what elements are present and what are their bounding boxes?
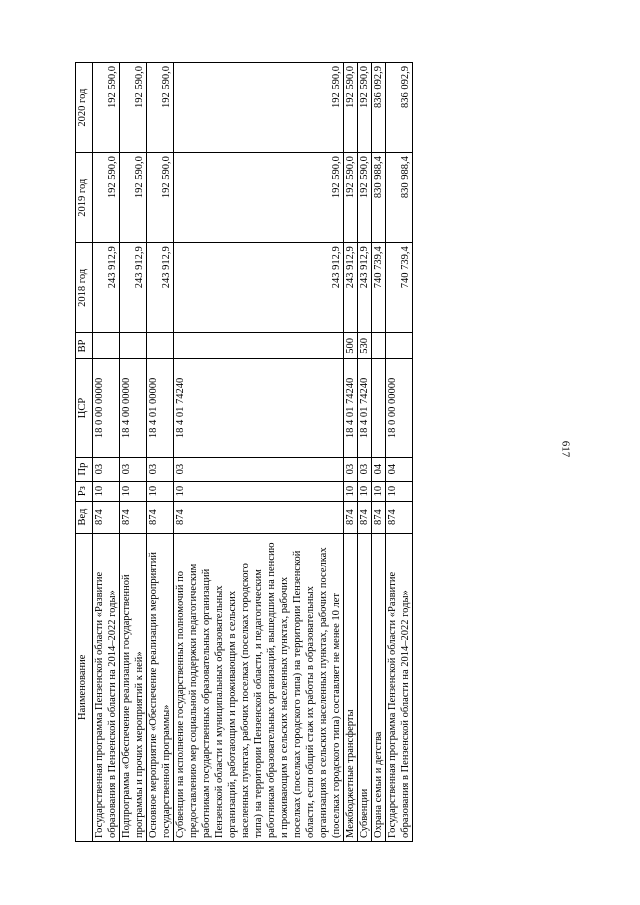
cell-csr: 18 4 01 74240 <box>358 359 372 457</box>
cell-2020: 192 590,0 <box>344 63 358 153</box>
table-row <box>174 63 344 842</box>
cell-vr <box>372 333 386 359</box>
table-row <box>344 63 358 842</box>
cell-2018: 243 912,9 <box>147 243 174 333</box>
cell-ved: 874 <box>93 501 120 533</box>
cell-2019: 830 988,4 <box>372 153 386 243</box>
cell-csr: 18 4 00 00000 <box>120 359 147 457</box>
cell-2018: 740 739,4 <box>372 243 386 333</box>
header-2020: 2020 год <box>76 63 93 153</box>
cell-vr: 530 <box>358 333 372 359</box>
header-csr: ЦСР <box>76 359 93 457</box>
cell-vr <box>147 333 174 359</box>
cell-2018: 243 912,9 <box>93 243 120 333</box>
cell-2018: 740 739,4 <box>386 243 413 333</box>
cell-2019: 192 590,0 <box>93 153 120 243</box>
cell-name: Охрана семьи и детства <box>372 533 386 841</box>
table-row <box>147 63 174 842</box>
cell-2020: 192 590,0 <box>174 63 344 153</box>
cell-2020: 836 092,9 <box>372 63 386 153</box>
cell-pr: 03 <box>147 457 174 481</box>
cell-name: Межбюджетные трансферты <box>344 533 358 841</box>
cell-pr: 03 <box>174 457 344 481</box>
table-row <box>386 63 413 842</box>
cell-2020: 192 590,0 <box>358 63 372 153</box>
table-row <box>372 63 386 842</box>
header-vr: ВР <box>76 333 93 359</box>
cell-ved: 874 <box>372 501 386 533</box>
budget-table <box>75 62 413 842</box>
table-header-row <box>76 63 93 842</box>
cell-pr: 03 <box>344 457 358 481</box>
cell-2020: 836 092,9 <box>386 63 413 153</box>
cell-2018: 243 912,9 <box>174 243 344 333</box>
header-pr: Пр <box>76 457 93 481</box>
cell-2019: 192 590,0 <box>147 153 174 243</box>
cell-2019: 192 590,0 <box>358 153 372 243</box>
cell-2019: 192 590,0 <box>120 153 147 243</box>
table-row <box>358 63 372 842</box>
cell-vr <box>120 333 147 359</box>
cell-pr: 03 <box>93 457 120 481</box>
cell-rz: 10 <box>358 481 372 501</box>
header-rz: Рз <box>76 481 93 501</box>
cell-name: Основное мероприятие «Обеспечение реализации мероприятий государственной программы» <box>147 533 174 841</box>
cell-name: Субвенции <box>358 533 372 841</box>
cell-vr <box>174 333 344 359</box>
cell-rz: 10 <box>344 481 358 501</box>
cell-ved: 874 <box>120 501 147 533</box>
cell-2019: 830 988,4 <box>386 153 413 243</box>
rotated-table-wrapper <box>75 62 525 842</box>
cell-csr: 18 4 01 74240 <box>344 359 358 457</box>
cell-2020: 192 590,0 <box>93 63 120 153</box>
cell-pr: 03 <box>120 457 147 481</box>
cell-2018: 243 912,9 <box>344 243 358 333</box>
cell-rz: 10 <box>372 481 386 501</box>
cell-csr <box>372 359 386 457</box>
cell-pr: 03 <box>358 457 372 481</box>
cell-2019: 192 590,0 <box>174 153 344 243</box>
header-2019: 2019 год <box>76 153 93 243</box>
cell-name: Государственная программа Пензенской области «Развитие образования в Пензенской области на 2014–2022 годы» <box>93 533 120 841</box>
cell-rz: 10 <box>147 481 174 501</box>
table-row <box>120 63 147 842</box>
cell-pr: 04 <box>386 457 413 481</box>
cell-2020: 192 590,0 <box>120 63 147 153</box>
cell-rz: 10 <box>174 481 344 501</box>
cell-rz: 10 <box>386 481 413 501</box>
header-ved: Вед <box>76 501 93 533</box>
header-2018: 2018 год <box>76 243 93 333</box>
cell-csr: 18 0 00 00000 <box>93 359 120 457</box>
cell-ved: 874 <box>344 501 358 533</box>
cell-2018: 243 912,9 <box>358 243 372 333</box>
cell-ved: 874 <box>174 501 344 533</box>
header-name: Наименование <box>76 533 93 841</box>
cell-name: Государственная программа Пензенской области «Развитие образования в Пензенской области на 2014–2022 годы» <box>386 533 413 841</box>
cell-rz: 10 <box>120 481 147 501</box>
page-number: 617 <box>559 440 572 458</box>
cell-csr: 18 4 01 74240 <box>174 359 344 457</box>
cell-2019: 192 590,0 <box>344 153 358 243</box>
cell-vr <box>93 333 120 359</box>
table-frame <box>75 62 525 842</box>
cell-rz: 10 <box>93 481 120 501</box>
cell-pr: 04 <box>372 457 386 481</box>
cell-vr <box>386 333 413 359</box>
cell-ved: 874 <box>386 501 413 533</box>
cell-name: Субвенции на исполнение государственных полномочий по предоставлению мер социальной поддержки педагогическим работникам государственных образовательных организаций Пензенской области и муниципальных образовательных организаций, работающим и проживающим в сельских населенных пунктах, рабочих поселках (поселках городского типа) на территории Пензенской области, и педагогическим работникам образовательных организаций, вышедшим на пенсию и проживающим в сельских населенных пунктах, рабочих поселках (поселках городского типа) на территории Пензенской области, если общий стаж их работы в образовательных организациях в сельских населенных пунктах, рабочих поселках (поселках городского типа) составляет не менее 10 лет <box>174 533 344 841</box>
cell-name: Подпрограмма «Обеспечение реализации государственной программы и прочих мероприятий к ней» <box>120 533 147 841</box>
cell-2020: 192 590,0 <box>147 63 174 153</box>
cell-2018: 243 912,9 <box>120 243 147 333</box>
cell-ved: 874 <box>147 501 174 533</box>
cell-ved: 874 <box>358 501 372 533</box>
table-row <box>93 63 120 842</box>
cell-vr: 500 <box>344 333 358 359</box>
cell-csr: 18 0 00 00000 <box>386 359 413 457</box>
cell-csr: 18 4 01 00000 <box>147 359 174 457</box>
